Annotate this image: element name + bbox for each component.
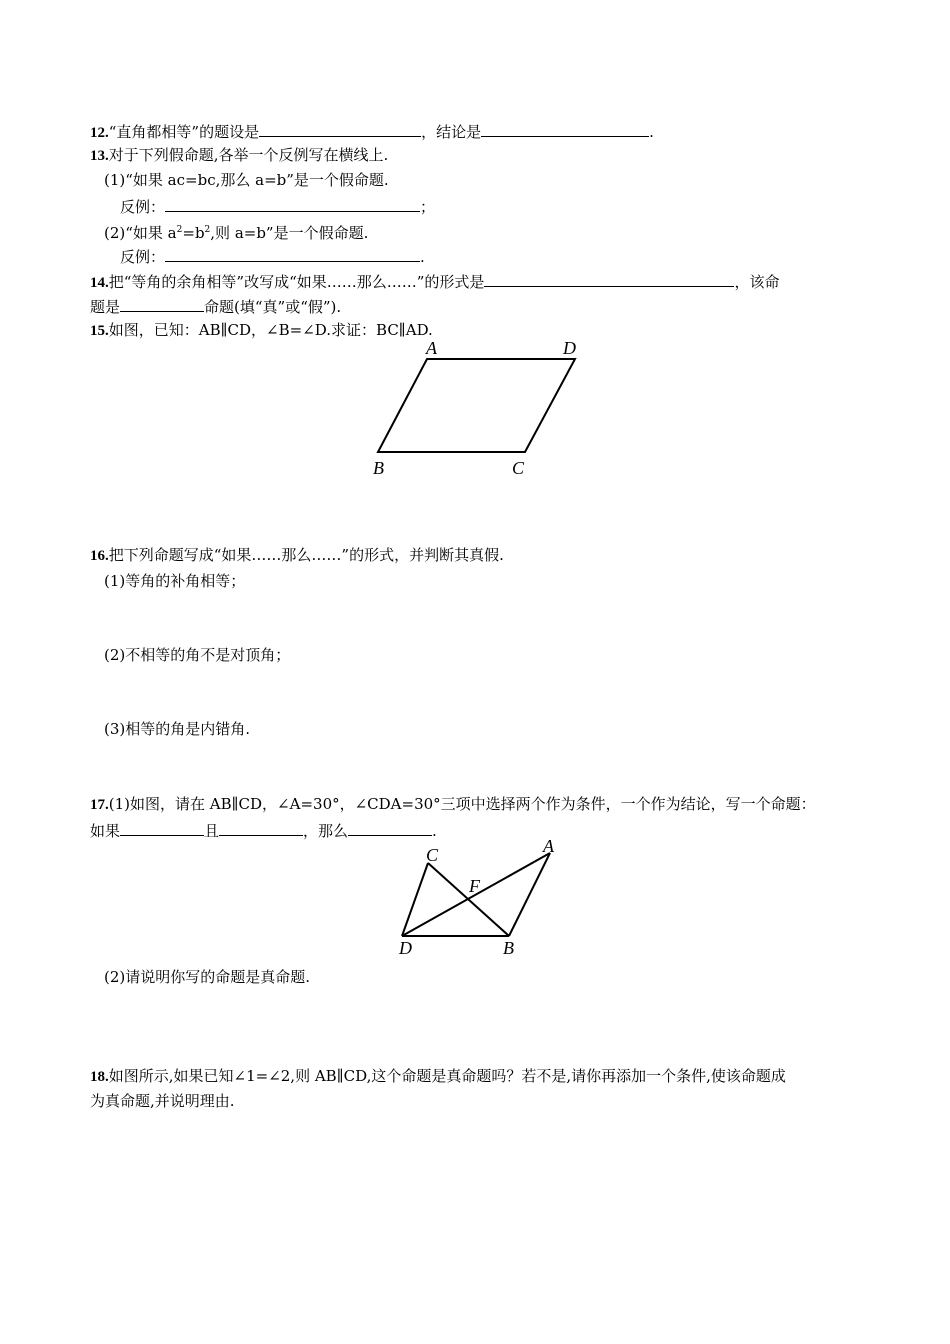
question-13 — [90, 145, 388, 166]
answer-blank[interactable] — [165, 195, 420, 212]
punctuation: . — [420, 248, 425, 266]
label-d: D — [399, 938, 412, 958]
question-text: =b — [182, 224, 205, 242]
question-text: 把下列命题写成“如果……那么……”的形式，并判断其真假. — [108, 546, 504, 564]
question-14 — [90, 270, 779, 293]
question-text: . — [432, 822, 437, 840]
label-a: A — [426, 338, 437, 358]
answer-blank[interactable] — [120, 295, 204, 312]
question-18-cont: 为真命题,并说明理由. — [90, 1092, 235, 1110]
sub-question-1: (1)“如果 ac=bc,那么 a=b”是一个假命题. — [104, 171, 389, 189]
question-text: ，那么 — [303, 822, 349, 840]
question-number: 14. — [90, 275, 109, 291]
answer-blank[interactable] — [484, 270, 734, 287]
question-text: ，结论是 — [421, 123, 482, 141]
label-b: B — [503, 938, 514, 958]
label-c: C — [512, 458, 525, 478]
question-text: 且 — [204, 822, 220, 840]
question-text: 如图，已知：AB∥CD，∠B=∠D.求证：BC∥AD. — [108, 321, 433, 339]
question-text: “直角都相等”的题设是 — [108, 123, 260, 141]
sub-question-3: (3)相等的角是内错角. — [104, 720, 251, 738]
question-number: 15. — [90, 323, 109, 339]
parallelogram-figure — [360, 338, 590, 483]
question-text: 如果 — [90, 822, 121, 840]
question-text: 对于下列假命题,各举一个反例写在横线上. — [108, 146, 389, 164]
label-f: F — [469, 876, 480, 896]
question-text: (2)“如果 a — [104, 224, 177, 242]
label-c: C — [426, 845, 439, 865]
answer-blank[interactable] — [219, 819, 303, 836]
question-text: ,则 a=b”是一个假命题. — [210, 224, 369, 242]
question-16 — [90, 545, 504, 566]
question-text: ，该命 — [734, 273, 780, 291]
question-18 — [90, 1066, 786, 1087]
answer-blank[interactable] — [481, 120, 649, 137]
answer-blank[interactable] — [120, 819, 204, 836]
sub-question-1: (1)等角的补角相等； — [104, 572, 246, 590]
punctuation: ； — [420, 198, 436, 216]
question-17 — [90, 794, 816, 815]
label-a: A — [543, 836, 554, 856]
question-text: (1)如图，请在 AB∥CD，∠A=30°，∠CDA=30°三项中选择两个作为条件，一个作为结论，写一个命题： — [108, 795, 816, 813]
question-text: 命题(填“真”或“假”). — [204, 298, 342, 316]
counterexample-label: 反例： — [120, 198, 166, 216]
question-number: 12. — [90, 125, 109, 141]
parallelogram-abcd — [378, 359, 575, 452]
question-text: . — [649, 123, 654, 141]
question-text: 把“等角的余角相等”改写成“如果……那么……”的形式是 — [108, 273, 485, 291]
answer-blank[interactable] — [348, 819, 432, 836]
sub-question-2 — [104, 220, 368, 243]
question-number: 16. — [90, 548, 109, 564]
answer-blank[interactable] — [259, 120, 421, 137]
sub-question-2: (2)请说明你写的命题是真命题. — [104, 968, 311, 986]
counterexample-line-2 — [120, 245, 425, 267]
question-14-cont — [90, 295, 341, 317]
superscript: 2 — [176, 225, 183, 235]
triangle-figure — [390, 836, 565, 958]
superscript: 2 — [204, 225, 211, 235]
question-number: 13. — [90, 148, 109, 164]
question-17-fill — [90, 819, 437, 841]
question-text: 题是 — [90, 298, 121, 316]
answer-blank[interactable] — [165, 245, 420, 262]
question-number: 17. — [90, 797, 109, 813]
counterexample-line-1 — [120, 195, 435, 217]
label-b: B — [373, 458, 384, 478]
question-text: 如图所示,如果已知∠1=∠2,则 AB∥CD,这个命题是真命题吗？若不是,请你再添加一个条件,使该命题成 — [108, 1067, 786, 1085]
segment-cd — [402, 863, 428, 936]
sub-question-2: (2)不相等的角不是对顶角； — [104, 646, 291, 664]
question-number: 18. — [90, 1069, 109, 1085]
counterexample-label: 反例： — [120, 248, 166, 266]
label-d: D — [563, 338, 576, 358]
question-12 — [90, 120, 654, 143]
